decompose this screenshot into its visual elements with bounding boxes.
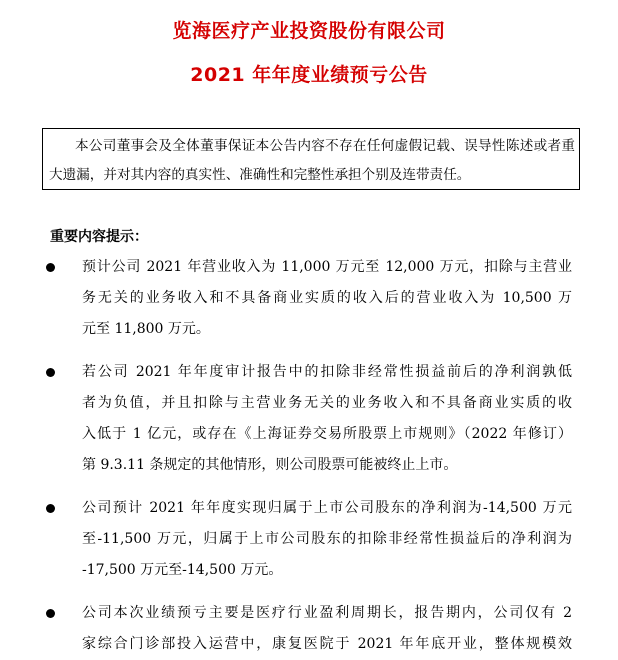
item-line: 公司预计 2021 年年度实现归属于上市公司股东的净利润为-14,500 万元	[82, 500, 572, 516]
company-name: 览海医疗产业投资股份有限公司	[172, 20, 446, 42]
bullet-icon	[46, 504, 55, 513]
item-line: 元至 11,800 万元。	[82, 321, 210, 337]
announcement-title: 2021 年年度业绩预亏公告	[190, 64, 428, 86]
bullet-icon	[46, 368, 55, 377]
item-line: 预计公司 2021 年营业收入为 11,000 万元至 12,000 万元，扣除与主营业	[82, 259, 572, 275]
list-item	[0, 357, 572, 481]
board-guarantee-notice: 本公司董事会及全体董事保证本公告内容不存在任何虚假记载、误导性陈述或者重大遗漏，并对其内容的真实性、准确性和完整性承担个别及连带责任。	[42, 128, 580, 190]
item-line: 入低于 1 亿元，或存在《上海证券交易所股票上市规则》（2022 年修订）	[82, 426, 572, 442]
key-points-list	[0, 252, 618, 660]
list-item	[0, 252, 572, 345]
item-line: 至-11,500 万元，归属于上市公司股东的扣除非经常性损益后的净利润为	[82, 531, 572, 547]
item-line: 家综合门诊部投入运营中，康复医院于 2021 年年底开业，整体规模效	[82, 636, 572, 652]
bullet-icon	[46, 263, 55, 272]
item-line: 者为负值，并且扣除与主营业务无关的业务收入和不具备商业实质的收	[82, 395, 572, 411]
list-item	[0, 598, 572, 660]
item-line: 第 9.3.11 条规定的其他情形，则公司股票可能被终止上市。	[82, 457, 458, 473]
bullet-icon	[46, 609, 55, 618]
list-item	[0, 493, 572, 586]
item-line: -17,500 万元至-14,500 万元。	[82, 562, 283, 578]
item-line: 公司本次业绩预亏主要是医疗行业盈利周期长，报告期内，公司仅有 2	[82, 605, 572, 621]
item-line: 若公司 2021 年年度审计报告中的扣除非经常性损益前后的净利润孰低	[82, 364, 572, 380]
item-line: 务无关的业务收入和不具备商业实质的收入后的营业收入为 10,500 万	[82, 290, 572, 306]
key-points-heading: 重要内容提示：	[50, 229, 148, 245]
